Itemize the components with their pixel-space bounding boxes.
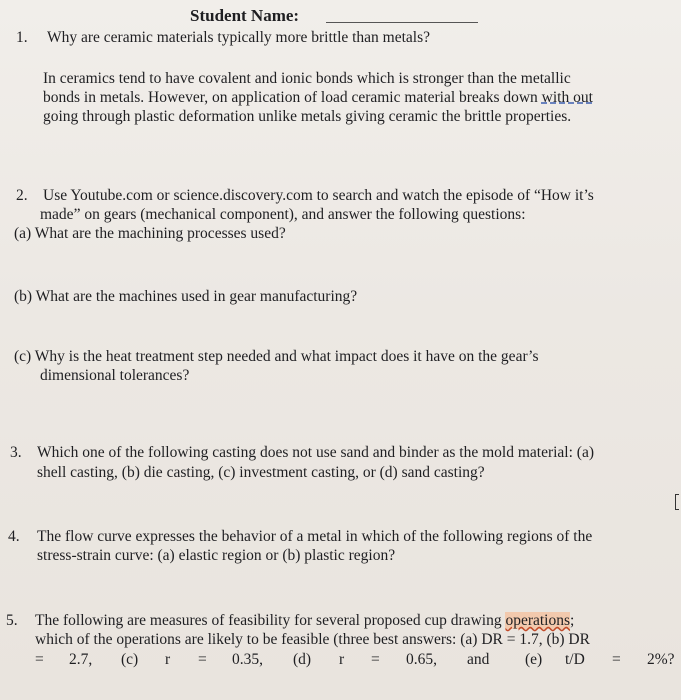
q5-highlighted-word: operations [505, 612, 571, 629]
q5-eq-token: 0.65, [406, 651, 437, 668]
q5-eq-token: r [339, 651, 345, 668]
margin-bracket-mark [675, 494, 679, 510]
q5-eq-token: = [371, 651, 380, 668]
q4-line-1: The flow curve expresses the behavior of a metal in which of the following regions of the [37, 528, 593, 545]
q2-part-c-line-1: (c) Why is the heat treatment step needed and what impact does it have on the gear’s [14, 348, 539, 365]
q5-eq-token: = [35, 651, 44, 668]
q2-part-c-line-2: dimensional tolerances? [40, 367, 190, 384]
student-name-blank [326, 22, 478, 23]
q5-eq-token: (c) [121, 651, 139, 668]
q2-part-a: (a) What are the machining processes used? [14, 225, 286, 242]
q5-eq-token: (e) [525, 651, 543, 668]
q5-number: 5. [6, 612, 18, 629]
q5-eq-token: and [467, 651, 490, 668]
q1-answer-underlined-word: with out [541, 89, 593, 106]
q3-line-2: shell casting, (b) die casting, (c) investment casting, or (d) sand casting? [37, 464, 485, 481]
q5-line-1-text: The following are measures of feasibility for several proposed cup drawing [35, 612, 502, 629]
q5-eq-token: 2.7, [69, 651, 93, 668]
q5-eq-token: = [198, 651, 207, 668]
q1-answer-line-1: In ceramics tend to have covalent and ionic bonds which is stronger than the metallic [43, 70, 571, 87]
q5-eq-token: r [165, 651, 171, 668]
student-name-label: Student Name: [190, 6, 300, 25]
q2-part-b: (b) What are the machines used in gear manufacturing? [14, 288, 358, 305]
q1-question: Why are ceramic materials typically more brittle than metals? [47, 29, 431, 46]
q4-line-2: stress-strain curve: (a) elastic region or (b) plastic region? [37, 547, 396, 564]
q2-line-1: Use Youtube.com or science.discovery.com to search and watch the episode of “How it’s [43, 187, 594, 204]
q4-number: 4. [8, 528, 20, 545]
q5-eq-token: = [612, 651, 621, 668]
q3-line-1: Which one of the following casting does not use sand and binder as the mold material: (a) [37, 444, 594, 461]
q1-answer-line-3: going through plastic deformation unlike metals giving ceramic the brittle properties. [43, 108, 572, 125]
q5-eq-token: (d) [293, 651, 312, 668]
q5-eq-token: 0.35, [232, 651, 263, 668]
q5-eq-token: 2%? [647, 651, 675, 668]
q1-answer-line-2 [43, 88, 593, 107]
q2-number: 2. [16, 187, 28, 204]
q3-number: 3. [10, 444, 22, 461]
q5-eq-token: t/D [565, 651, 585, 668]
q2-line-2: made” on gears (mechanical component), and answer the following questions: [40, 206, 526, 223]
q1-answer-line-2-text: bonds in metals. However, on application of load ceramic material breaks down [43, 89, 538, 106]
q5-line-2: which of the operations are likely to be feasible (three best answers: (a) DR = 1.7, (b) DR [35, 631, 590, 648]
q5-line-1-end: ; [570, 612, 575, 629]
q1-number: 1. [16, 29, 28, 46]
q5-line-1 [35, 611, 574, 630]
